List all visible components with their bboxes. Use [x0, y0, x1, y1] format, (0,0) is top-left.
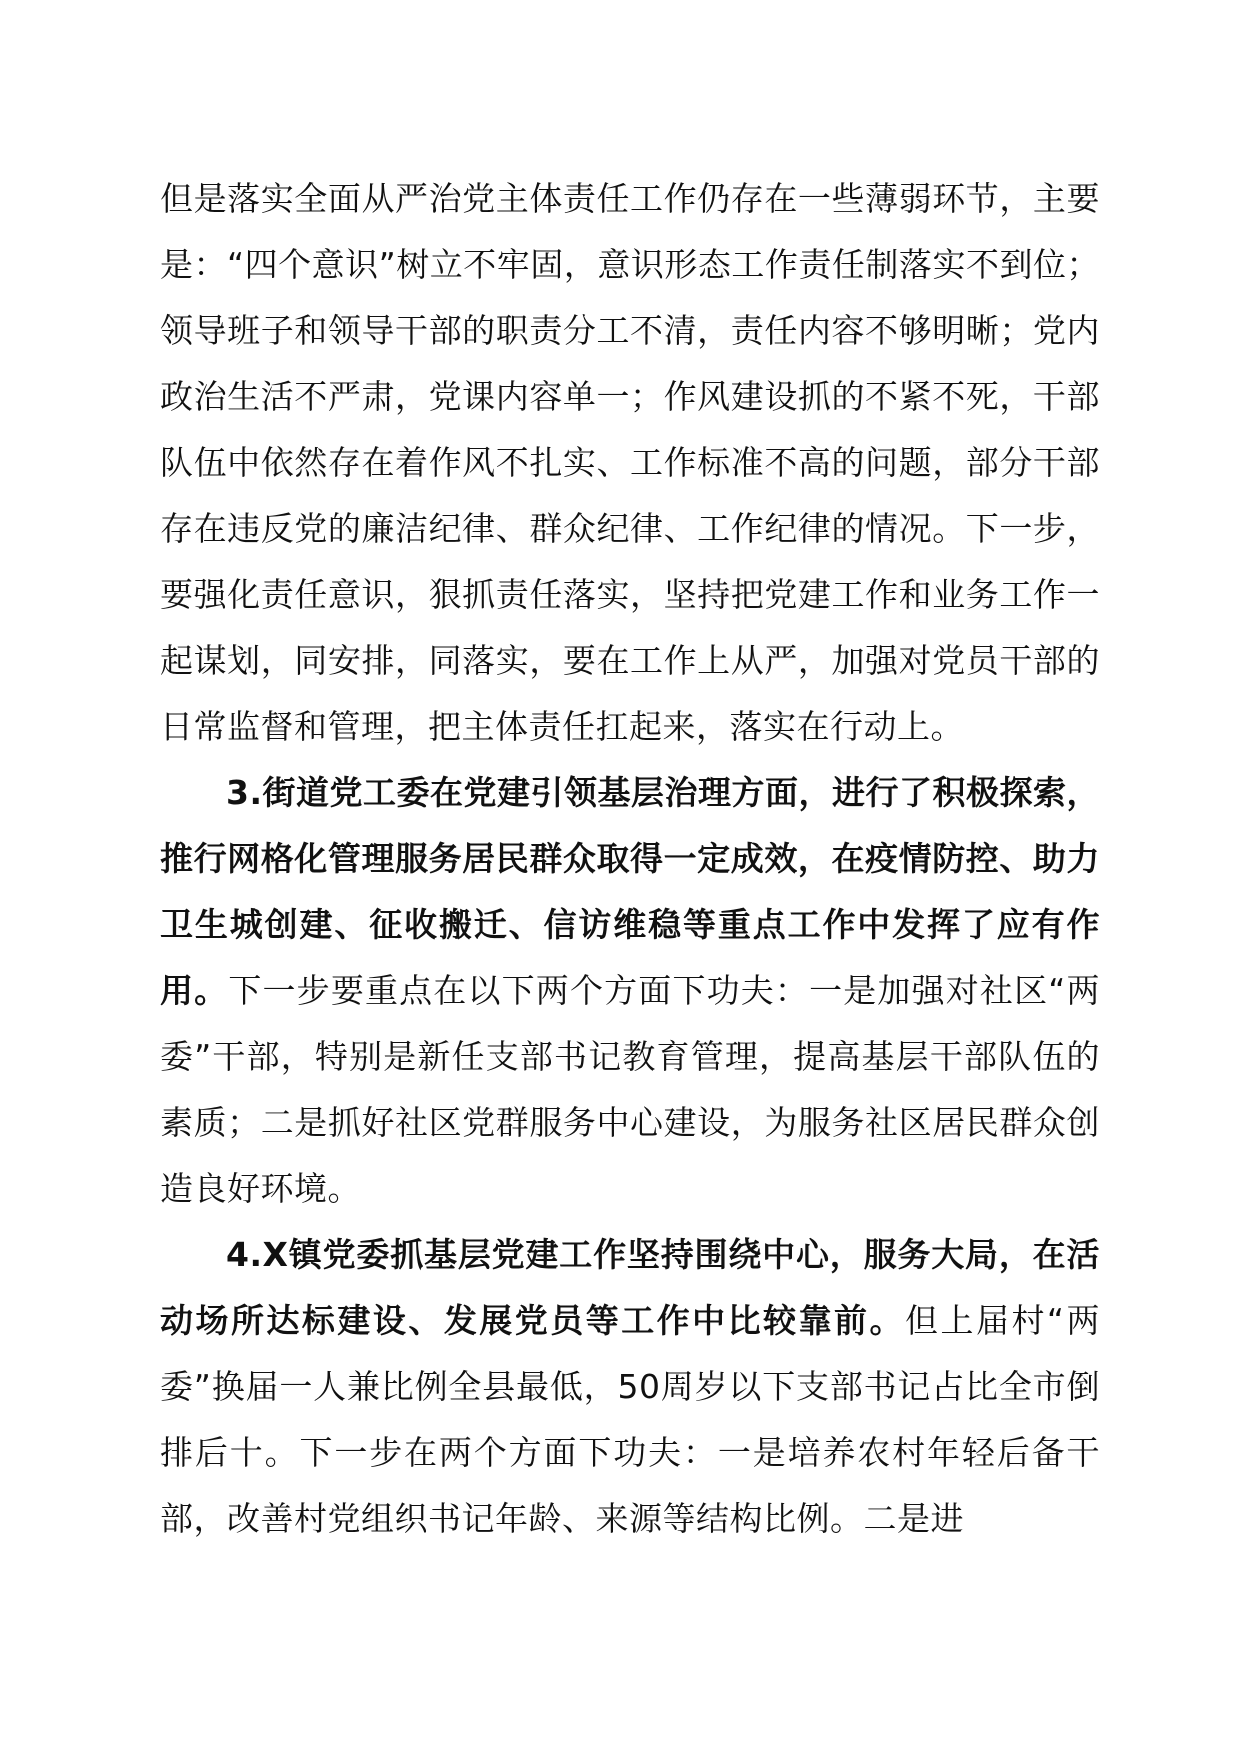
paragraph-4-text: 但上届村“两委”换届一人兼比例全县最低，50周岁以下支部书记占比全市倒排后十。下一步在两个方面下功夫：一是培养农村年轻后备干部，改善村党组织书记年龄、来源等结构比例。二是进: [160, 1301, 1100, 1538]
paragraph-3-text: 下一步要重点在以下两个方面下功夫：一是加强对社区“两委”干部，特别是新任支部书记教育管理，提高基层干部队伍的素质；二是抓好社区党群服务中心建设，为服务社区居民群众创造良好环境。: [160, 971, 1100, 1208]
paragraph-item-4: [160, 1222, 1100, 1552]
paragraph-continuation: [160, 166, 1100, 760]
paragraph-4-lead: 4.X镇党委抓基层党建工作坚持围绕中心，服务大局，在活动场所达标建设、发展党员等工作中比较靠前。: [160, 1235, 1100, 1340]
document-body: [160, 166, 1100, 1552]
paragraph-1-text: 但是落实全面从严治党主体责任工作仍存在一些薄弱环节，主要是：“四个意识”树立不牢固，意识形态工作责任制落实不到位；领导班子和领导干部的职责分工不清，责任内容不够明晰；党内政治生活不严肃，党课内容单一；作风建设抓的不紧不死，干部队伍中依然存在着作风不扎实、工作标准不高的问题，部分干部存在违反党的廉洁纪律、群众纪律、工作纪律的情况。下一步，要强化责任意识，狠抓责任落实，坚持把党建工作和业务工作一起谋划，同安排，同落实，要在工作上从严，加强对党员干部的日常监督和管理，把主体责任扛起来，落实在行动上。: [160, 179, 1100, 746]
paragraph-3-lead: 3.街道党工委在党建引领基层治理方面，进行了积极探索，推行网格化管理服务居民群众取得一定成效，在疫情防控、助力卫生城创建、征收搬迁、信访维稳等重点工作中发挥了应有作用。: [160, 773, 1100, 1010]
paragraph-item-3: [160, 760, 1100, 1222]
